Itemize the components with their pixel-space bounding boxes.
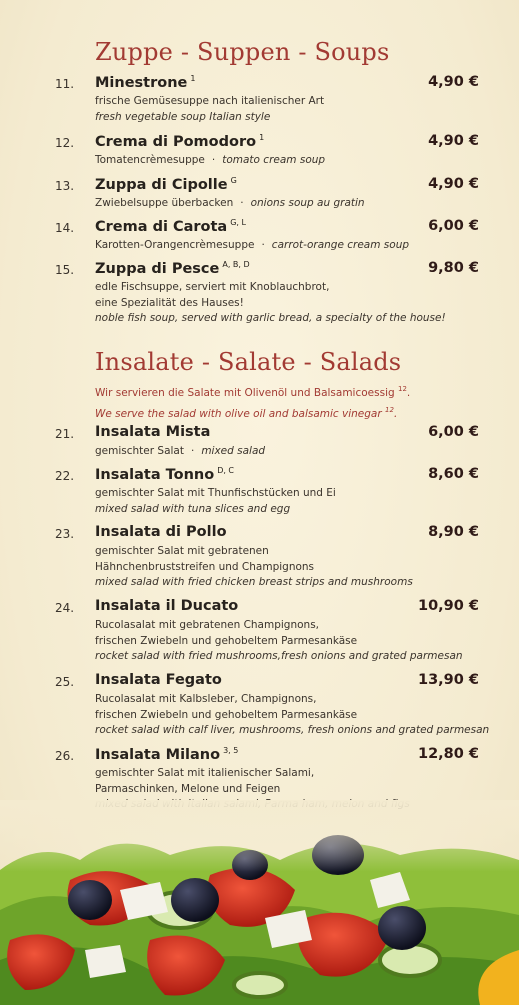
item-description: gemischter Salat mit gebratenen Hähnchenbruststreifen und Champignons mixed salad with fried chicken breast strips and mushrooms <box>95 545 413 588</box>
item-description: edle Fischsuppe, serviert mit Knoblauchbrot, eine Spezialität des Hauses! noble fish soup, served with garlic bread, a specialty of the house! <box>95 281 446 324</box>
soups-section-title: Zuppe - Suppen - Soups <box>95 38 390 66</box>
item-description: gemischter Salat mit Thunfischstücken und Ei mixed salad with tuna slices and egg <box>95 487 336 515</box>
salad-dressing-note: Wir servieren die Salate mit Olivenöl und Balsamicoessig $^{12}$. We serve the salad with olive oil and balsamic vinegar $^{12}$. <box>95 385 411 420</box>
item-number: 14. <box>55 221 75 235</box>
allergen-codes: G <box>230 176 237 185</box>
item-price: 4,90 € <box>428 176 479 192</box>
allergen-codes: 1 <box>259 133 265 142</box>
item-number: 24. <box>55 601 75 615</box>
item-number: 21. <box>55 427 75 441</box>
item-number: 13. <box>55 179 75 193</box>
item-price: 8,90 € <box>428 524 479 540</box>
item-description: gemischter Salat · mixed salad <box>95 445 266 457</box>
separator-dot: · <box>261 239 265 251</box>
item-description: gemischter Salat mit italienischer Salami, Parmaschinken, Melone und Feigen <box>95 767 315 795</box>
item-name: Insalata Milano $^{3, 5}$ <box>95 746 239 763</box>
item-price: 6,00 € <box>428 424 479 440</box>
separator-dot: · <box>211 154 216 166</box>
separator-dot: · <box>190 445 195 457</box>
allergen-codes: G, L <box>230 218 246 227</box>
item-description: Rucolasalat mit Kalbsleber, Champignons, frischen Zwiebeln und gehobeltem Parmesankäse rocket salad with calf liver, mushrooms, fresh onions and grated parmesan <box>95 693 490 736</box>
item-price: 12,80 € <box>417 746 479 762</box>
allergen-codes: 3, 5 <box>223 746 239 755</box>
item-number: 15. <box>55 263 75 277</box>
item-number: 26. <box>55 749 75 763</box>
item-description: frische Gemüsesuppe nach italienischer Art fresh vegetable soup Italian style <box>95 95 325 123</box>
item-number: 12. <box>55 136 75 150</box>
item-name: Crema di Pomodoro $^1$ <box>95 133 265 150</box>
item-price: 4,90 € <box>428 133 479 149</box>
item-name: Crema di Carota $^{G, L}$ <box>95 218 246 235</box>
item-price: 10,90 € <box>417 598 479 614</box>
allergen-codes: A, B, D <box>222 260 250 269</box>
item-description: Tomatencrèmesuppe · tomato cream soup <box>95 154 326 166</box>
salads-section-title: Insalate - Salate - Salads <box>95 348 402 376</box>
item-number: 25. <box>55 675 75 689</box>
item-name: Insalata il Ducato <box>95 598 239 614</box>
allergen-codes: 1 <box>190 74 196 83</box>
item-price: 13,90 € <box>417 672 479 688</box>
item-name: Insalata Tonno $^{D, C}$ <box>95 466 235 483</box>
item-number: 22. <box>55 469 75 483</box>
salad-photo <box>0 800 519 1005</box>
allergen-codes: D, C <box>217 466 235 475</box>
item-number: 23. <box>55 527 75 541</box>
item-name: Insalata Fegato <box>95 672 222 688</box>
item-price: 8,60 € <box>428 466 479 482</box>
item-name: Minestrone $^1$ <box>95 74 196 91</box>
item-name: Insalata di Pollo <box>95 524 227 540</box>
item-name: Zuppa di Pesce $^{A, B, D}$ <box>95 260 250 277</box>
item-number: 11. <box>55 77 75 91</box>
item-description: Karotten-Orangencrèmesuppe · carrot-orange cream soup <box>95 239 410 251</box>
item-name: Zuppa di Cipolle $^G$ <box>95 176 237 193</box>
item-description: Rucolasalat mit gebratenen Champignons, frischen Zwiebeln und gehobeltem Parmesankäse rocket salad with fried mushrooms,fresh onions and grated parmesan <box>95 619 463 662</box>
item-price: 6,00 € <box>428 218 479 234</box>
item-description: Zwiebelsuppe überbacken · onions soup au gratin <box>95 197 365 209</box>
item-price: 9,80 € <box>428 260 479 276</box>
separator-dot: · <box>240 197 244 209</box>
item-name: Insalata Mista <box>95 424 211 440</box>
item-price: 4,90 € <box>428 74 479 90</box>
